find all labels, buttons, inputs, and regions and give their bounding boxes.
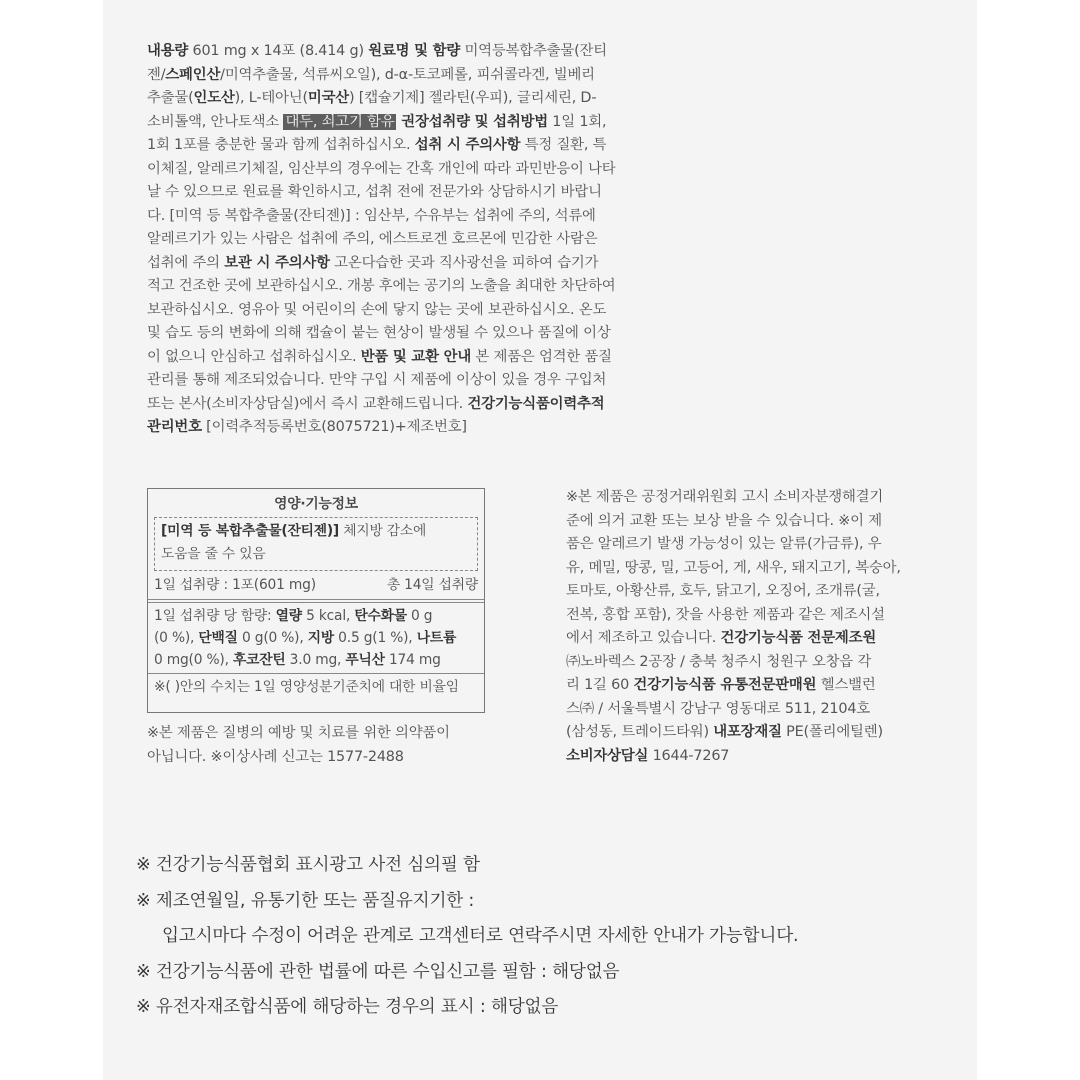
info-line: 날 수 있으므로 원료를 확인하시고, 섭취 전에 전문가와 상담하시기 바랍니 <box>147 184 602 200</box>
info-line: 관리번호 [이력추적등록번호(8075721)+제조번호] <box>147 419 467 435</box>
serving-size: 1일 섭취량 : 1포(601 mg) <box>154 577 316 593</box>
nutrition-box-title: 영양·기능정보 <box>274 496 358 512</box>
info-line: 이 없으니 안심하고 섭취하십시오. 반품 및 교환 안내 본 제품은 엄격한 품질 <box>147 348 612 365</box>
info-line: 보관하십시오. 영유아 및 어린이의 손에 닿지 않는 곳에 보관하십시오. 온도 <box>147 301 607 318</box>
info-line: 내용량 601 mg x 14포 (8.414 g) 원료명 및 함량 미역등복합추출물(잔티 <box>147 43 607 59</box>
medicine-disclaimer: ※본 제품은 질병의 예방 및 치료를 위한 의약품이 아닙니다. ※이상사례 신고는 1577-2488 <box>147 725 450 765</box>
nutrition-facts: 1일 섭취량 당 함량: 열량 5 kcal, 탄수화물 0 g (0 %), 단백질 0 g(0 %), 지방 0.5 g(1 %), 나트륨 0 mg(0 %), 후코잔틴 3.0 mg, 푸닉산 174 mg <box>148 603 484 674</box>
info-line: 추출물(인도산), L-테아닌(미국산) [캡슐기제] 젤라틴(우피), 글리세린, D- <box>147 90 597 106</box>
info-line: 젠/스페인산/미역추출물, 석류씨오일), d-α-토코페롤, 피쉬콜라겐, 빌베리 <box>147 66 595 83</box>
function-claim: [미역 등 복합추출물(잔티젠)] 체지방 감소에 도움을 줄 수 있음 <box>154 517 478 571</box>
notice-line: ※ 유전자재조합식품에 해당하는 경우의 표시 : 해당없음 <box>136 997 559 1017</box>
info-line: 1회 1포를 충분한 물과 함께 섭취하십시오. 섭취 시 주의사항 특정 질환, 특 <box>147 137 607 153</box>
manufacturer-info: ※본 제품은 공정거래위원회 고시 소비자분쟁해결기 준에 의거 교환 또는 보상 받을 수 있습니다. ※이 제 품은 알레르기 발생 가능성이 있는 알류(가금류), 우 유, 메밀, 땅콩, 밀, 고등어, 게, 새우, 돼지고기, 복숭아, 토마토, 아황산류, 호두, 닭고기, 오징어, 조개류(굴, 전복, 홍합 포함), 잣을 사용한 제품과 같은 제조시설 에서 제조하고 있습니다. 건강기능식품 전문제조원 ㈜노바렉스 2공장 / 충북 청주시 청원구 오창읍 각 리 1길 60 건강기능식품 유통전문판매원 헬스밸런 스㈜ / 서울특별시 강남구 영동대로 511, 2104호 (삼성동, 트레이드타워) 내포장재질 PE(폴리에틸렌) 소비자상담실 1644-7267 <box>566 489 901 764</box>
info-line: 소비톨액, 안나토색소 대두, 쇠고기 함유 권장섭취량 및 섭취방법 1일 1회, <box>147 113 607 130</box>
info-line: 또는 본사(소비자상담실)에서 즉시 교환해드립니다. 건강기능식품이력추적 <box>147 395 605 412</box>
serving-row <box>148 571 484 600</box>
allergen-highlight: 대두, 쇠고기 함유 <box>285 113 395 130</box>
info-line: 이체질, 알레르기체질, 임산부의 경우에는 간혹 개인에 따라 과민반응이 나타 <box>147 160 616 177</box>
product-info-text <box>147 40 616 440</box>
nutrition-function-box <box>147 488 485 713</box>
info-line: 알레르기가 있는 사람은 섭취에 주의, 에스트로겐 호르몬에 민감한 사람은 <box>147 231 598 247</box>
serving-total: 총 14일 섭취량 <box>386 577 478 593</box>
info-line: 및 습도 등의 변화에 의해 캡슐이 붙는 현상이 발생될 수 있으나 품질에 이상 <box>147 325 611 341</box>
bottom-notices <box>136 848 798 1026</box>
info-line: 관리를 통해 제조되었습니다. 만약 구입 시 제품에 이상이 있을 경우 구입처 <box>147 372 607 388</box>
info-line: 다. [미역 등 복합추출물(잔티젠)] : 임산부, 수유부는 섭취에 주의, 석류에 <box>147 207 596 224</box>
info-line: 섭취에 주의 보관 시 주의사항 고온다습한 곳과 직사광선을 피하여 습기가 <box>147 254 599 271</box>
notice-line: ※ 건강기능식품에 관한 법률에 따른 수입신고를 필함 : 해당없음 <box>136 961 620 982</box>
notice-line: 입고시마다 수정이 어려운 관계로 고객센터로 연락주시면 자세한 안내가 가능합니다. <box>162 926 799 946</box>
info-line: 적고 건조한 곳에 보관하십시오. 개봉 후에는 공기의 노출을 최대한 차단하여 <box>147 278 616 294</box>
notice-line: ※ 제조연월일, 유통기한 또는 품질유지기한 : <box>136 890 475 911</box>
daily-value-note: ※( )안의 수치는 1일 영양성분기준치에 대한 비율임 <box>154 679 459 695</box>
notice-line: ※ 건강기능식품협회 표시광고 사전 심의필 함 <box>136 855 480 875</box>
